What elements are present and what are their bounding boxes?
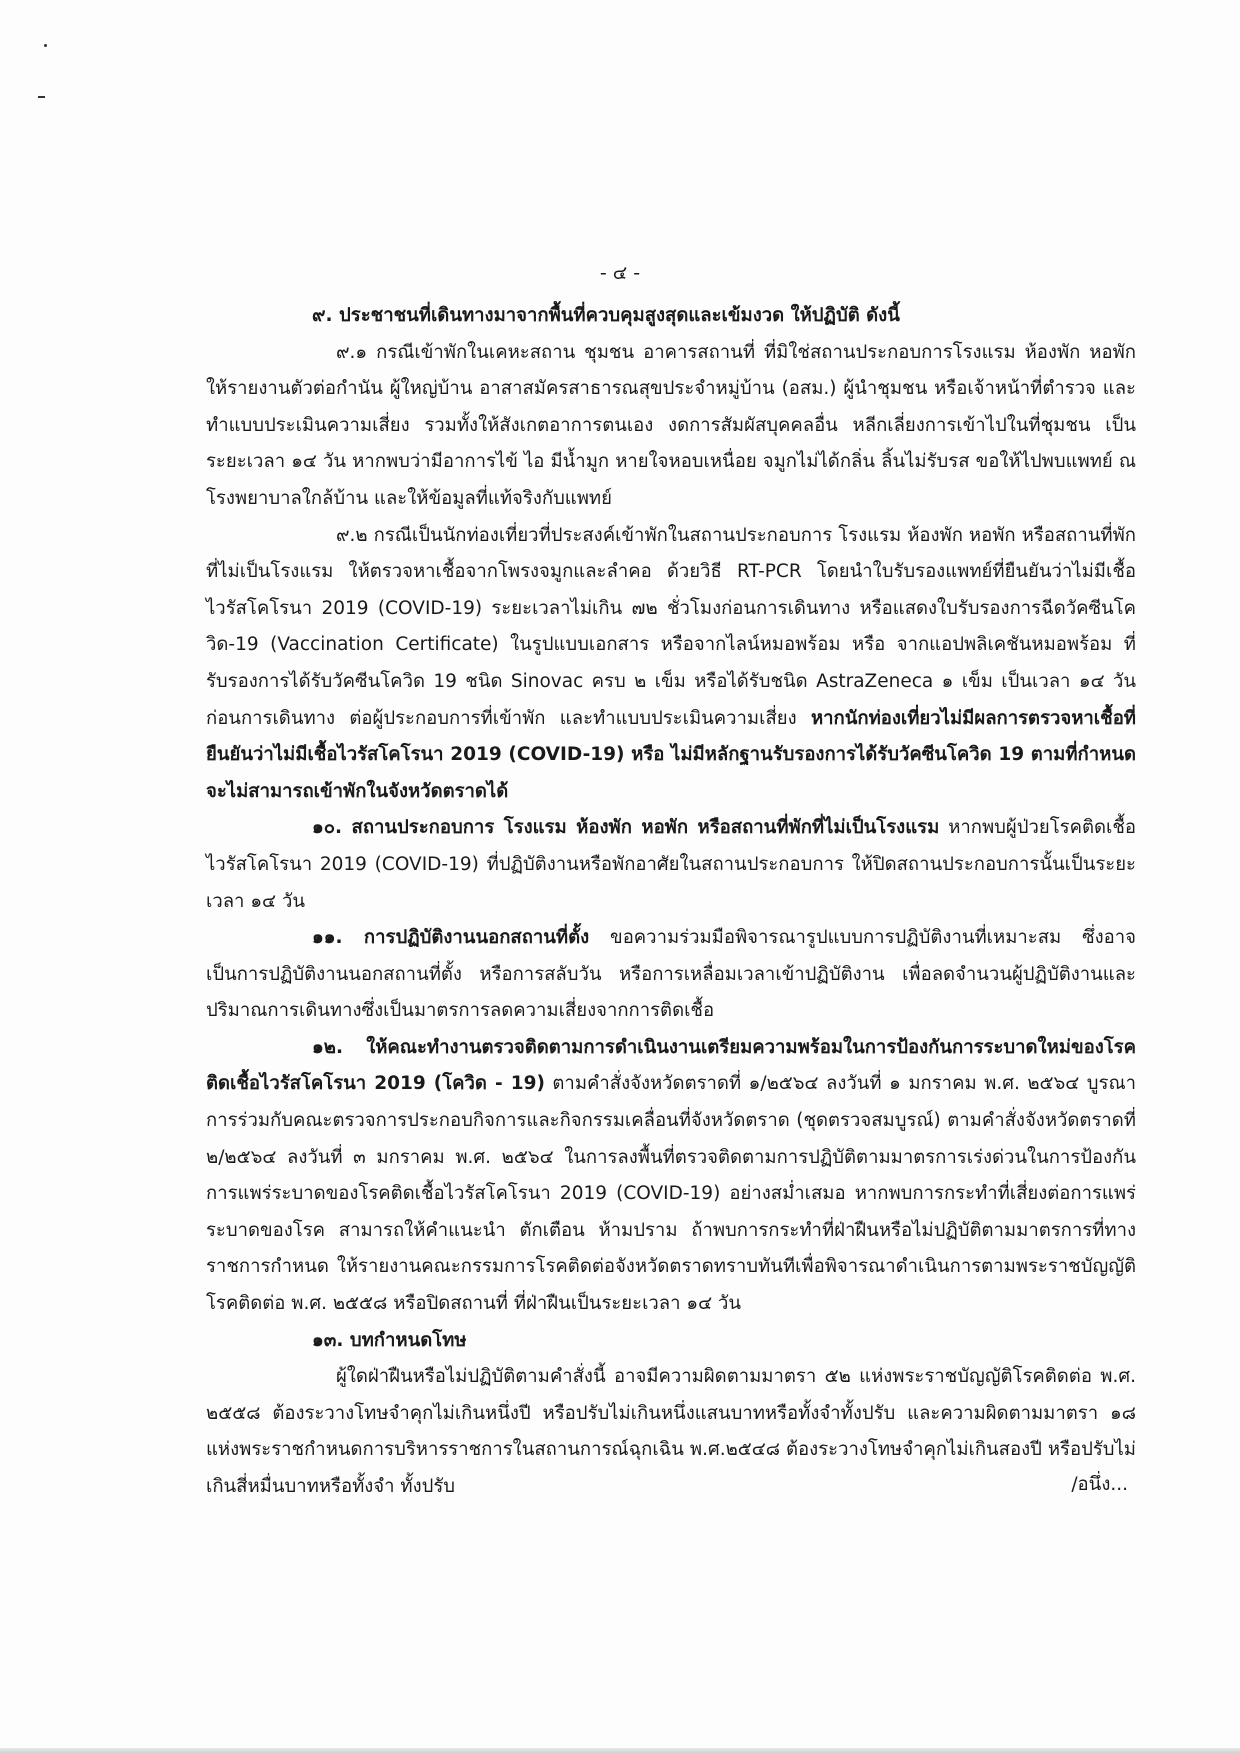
section-13-paragraph: ผู้ใดฝ่าฝืนหรือไม่ปฏิบัติตามคำสั่งนี้ อาจมีความผิดตามมาตรา ๕๒ แห่งพระราชบัญญัติโรคติดต่อ พ.ศ. ๒๕๕๘ ต้องระวางโทษจำคุกไม่เกินหนึ่งปี หรือปรับไม่เกินหนึ่งแสนบาทหรือทั้งจำทั้งปรับ และความผิดตามมาตรา ๑๘ แห่งพระราชกำหนดการบริหารราชการในสถานการณ์ฉุกเฉิน พ.ศ.๒๕๔๘ ต้องระวางโทษจำคุกไม่เกินสองปี หรือปรับไม่เกินสี่หมื่นบาทหรือทั้งจำ ทั้งปรับ <box>206 1366 1136 1497</box>
section-9-2-paragraph <box>206 518 1136 811</box>
section-11-bold-text: ๑๑. การปฏิบัติงานนอกสถานที่ตั้ง <box>312 927 590 949</box>
scan-edge <box>0 1748 1240 1754</box>
scan-mark <box>38 96 45 98</box>
section-12-paragraph <box>206 1030 1136 1323</box>
scan-speck <box>44 44 47 47</box>
page-number: - ๔ - <box>599 262 641 284</box>
continuation-mark: /อนึ่ง... <box>1071 1474 1128 1495</box>
section-13-heading: ๑๓. บทกำหนดโทษ <box>312 1329 467 1351</box>
section-9-1-paragraph: ๙.๑ กรณีเข้าพักในเคหะสถาน ชุมชน อาคารสถานที่ ที่มิใช่สถานประกอบการโรงแรม ห้องพัก หอพัก ให้รายงานตัวต่อกำนัน ผู้ใหญ่บ้าน อาสาสมัครสาธารณสุขประจำหมู่บ้าน (อสม.) ผู้นำชุมชน หรือเจ้าหน้าที่ตำรวจ และทำแบบประเมินความเสี่ยง รวมทั้งให้สังเกตอาการตนเอง งดการสัมผัสบุคคลอื่น หลีกเลี่ยงการเข้าไปในที่ชุมชน เป็นระยะเวลา ๑๔ วัน หากพบว่ามีอาการไข้ ไอ มีน้ำมูก หายใจหอบเหนื่อย จมูกไม่ได้กลิ่น ลิ้นไม่รับรส ขอให้ไปพบแพทย์ ณ โรงพยาบาลใกล้บ้าน และให้ข้อมูลที่แท้จริงกับแพทย์ <box>206 341 1136 509</box>
section-12-text: ตามคำสั่งจังหวัดตราดที่ ๑/๒๕๖๔ ลงวันที่ ๑ มกราคม พ.ศ. ๒๕๖๔ บูรณาการร่วมกับคณะตรวจการประกอบกิจการและกิจกรรมเคลื่อนที่จังหวัดตราด (ชุดตรวจสมบูรณ์) ตามคำสั่งจังหวัดตราดที่ ๒/๒๕๖๔ ลงวันที่ ๓ มกราคม พ.ศ. ๒๕๖๔ ในการลงพื้นที่ตรวจติดตามการปฏิบัติตามมาตรการเร่งด่วนในการป้องกันการแพร่ระบาดของโรคติดเชื้อไวรัสโคโรนา 2019 (COVID-19) อย่างสม่ำเสมอ หากพบการกระทำที่เสี่ยงต่อการแพร่ระบาดของโรค สามารถให้คำแนะนำ ตักเตือน ห้ามปราม ถ้าพบการกระทำที่ฝ่าฝืนหรือไม่ปฏิบัติตามมาตรการที่ทางราชการกำหนด ให้รายงานคณะกรรมการโรคติดต่อจังหวัดตราดทราบทันทีเพื่อพิจารณาดำเนินการตามพระราชบัญญัติโรคติดต่อ พ.ศ. ๒๕๕๘ หรือปิดสถานที่ ที่ฝ่าฝืนเป็นระยะเวลา ๑๔ วัน <box>206 1073 1136 1315</box>
section-9-2-text: ๙.๒ กรณีเป็นนักท่องเที่ยวที่ประสงค์เข้าพักในสถานประกอบการ โรงแรม ห้องพัก หอพัก หรือสถานที่พักที่ไม่เป็นโรงแรม ให้ตรวจหาเชื้อจากโพรงจมูกและลำคอ ด้วยวิธี RT-PCR โดยนำใบรับรองแพทย์ที่ยืนยันว่าไม่มีเชื้อไวรัสโคโรนา 2019 (COVID-19) ระยะเวลาไม่เกิน ๗๒ ชั่วโมงก่อนการเดินทาง หรือแสดงใบรับรองการฉีดวัคซีนโควิด-19 (Vaccination Certificate) ในรูปแบบเอกสาร หรือจากไลน์หมอพร้อม หรือ จากแอปพลิเคชันหมอพร้อม ที่รับรองการได้รับวัคซีนโควิด 19 ชนิด Sinovac ครบ ๒ เข็ม หรือได้รับชนิด AstraZeneca ๑ เข็ม เป็นเวลา ๑๔ วัน ก่อนการเดินทาง ต่อผู้ประกอบการที่เข้าพัก และทำแบบประเมินความเสี่ยง <box>206 524 1136 729</box>
section-9-heading: ๙. ประชาชนที่เดินทางมาจากพื้นที่ควบคุมสูงสุดและเข้มงวด ให้ปฏิบัติ ดังนี้ <box>312 305 900 326</box>
section-11-paragraph <box>206 920 1136 1030</box>
section-11-text: ขอความร่วมมือพิจารณารูปแบบการปฏิบัติงานที่เหมาะสม ซึ่งอาจเป็นการปฏิบัติงานนอกสถานที่ตั้ง หรือการสลับวัน หรือการเหลื่อมเวลาเข้าปฏิบัติงาน เพื่อลดจำนวนผู้ปฏิบัติงานและปริมาณการเดินทางซึ่งเป็นมาตรการลดความเสี่ยงจากการติดเชื้อ <box>206 927 1136 1022</box>
document-body <box>206 298 1136 1506</box>
section-10-text: หากพบผู้ป่วยโรคติดเชื้อไวรัสโคโรนา 2019 (COVID-19) ที่ปฏิบัติงานหรือพักอาศัยในสถานประกอบการ ให้ปิดสถานประกอบการนั้นเป็นระยะเวลา ๑๔ วัน <box>206 817 1136 912</box>
section-9-2-bold-text: หากนักท่องเที่ยวไม่มีผลการตรวจหาเชื้อที่ยืนยันว่าไม่มีเชื้อไวรัสโคโรนา 2019 (COVID-19) หรือ ไม่มีหลักฐานรับรองการได้รับวัคซีนโควิด 19 ตามที่กำหนด จะไม่สามารถเข้าพักในจังหวัดตราดได้ <box>206 707 1136 802</box>
section-10-paragraph <box>206 810 1136 920</box>
section-12-bold-text: ๑๒. ให้คณะทำงานตรวจติดตามการดำเนินงานเตรียมความพร้อมในการป้องกันการระบาดใหม่ของโรคติดเชื้อไวรัสโคโรนา 2019 (โควิด - 19) <box>206 1036 1136 1095</box>
section-10-bold-text: ๑๐. สถานประกอบการ โรงแรม ห้องพัก หอพัก หรือสถานที่พักที่ไม่เป็นโรงแรม <box>312 817 940 839</box>
